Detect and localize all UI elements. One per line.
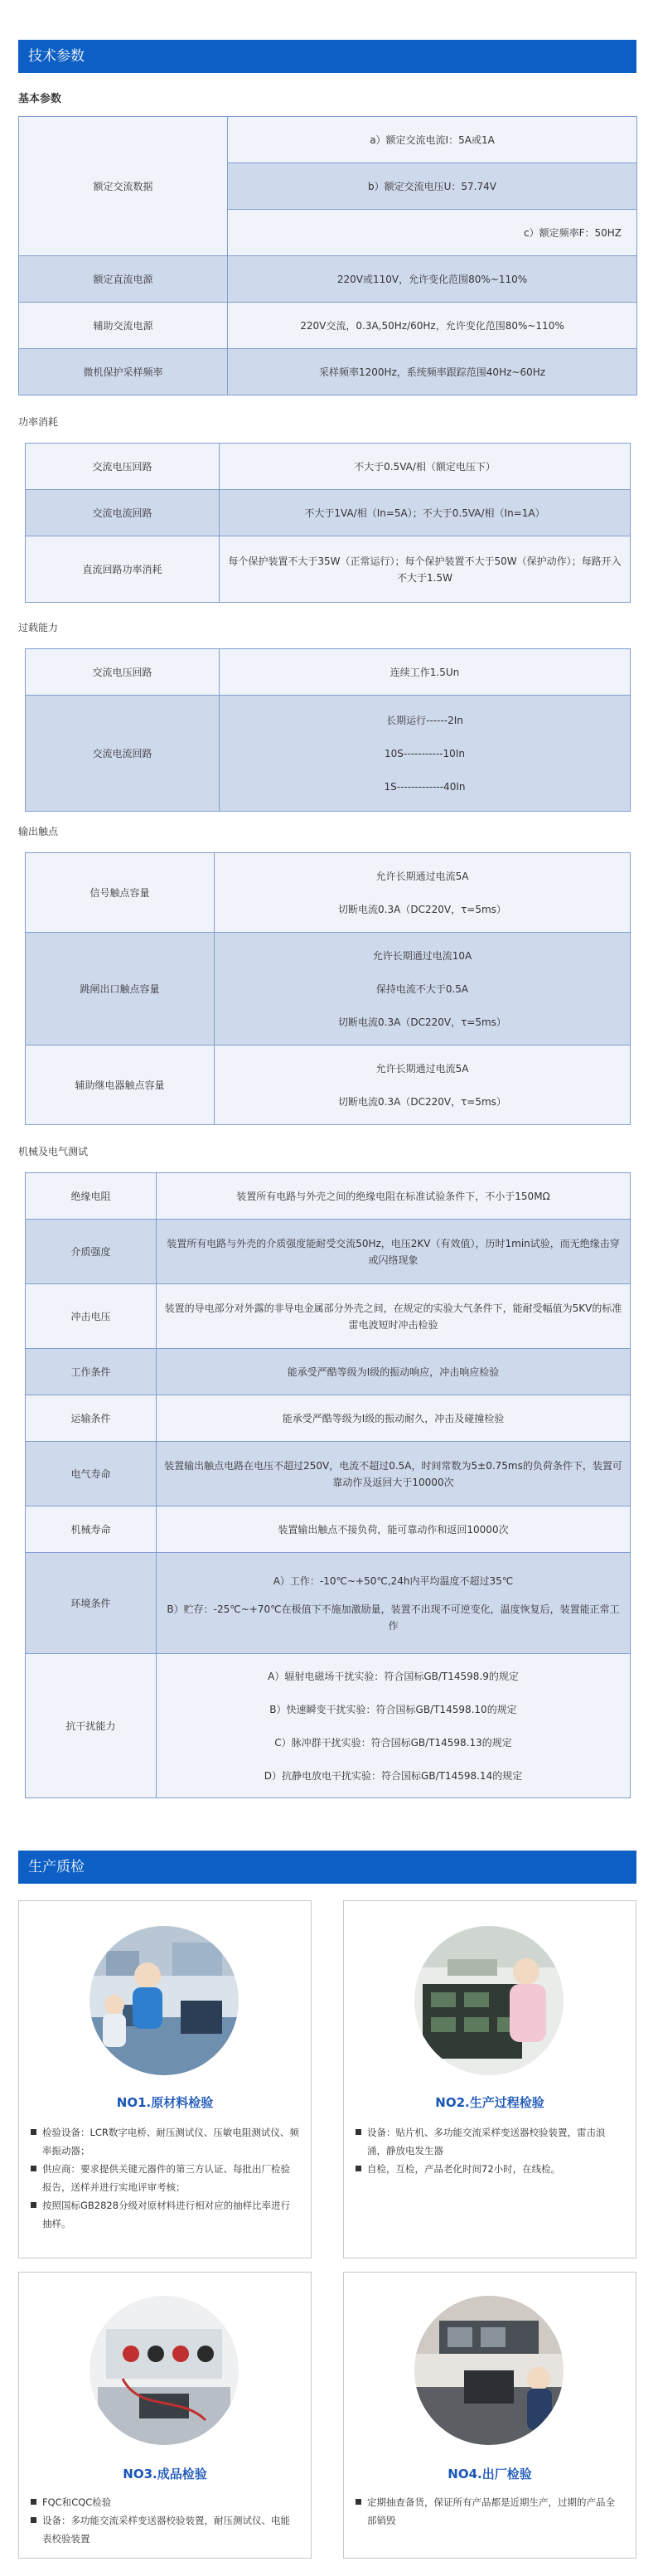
- lab-photo-illustration: [90, 1926, 239, 2075]
- table-row-value: 能承受严酷等级为I级的振动耐久，冲击及碰撞检验: [157, 1395, 631, 1442]
- table-row-value: 装置输出触点不接负荷，能可靠动作和返回10000次: [157, 1506, 631, 1553]
- table-row-value: [157, 1553, 631, 1654]
- assembly-photo-illustration: [414, 1926, 564, 2075]
- basic-params-label: 基本参数: [18, 93, 62, 105]
- value-line: 长期运行------2In: [386, 714, 463, 726]
- list-item: 自检，互检，产品老化时间72小时，在线检。: [356, 2160, 624, 2178]
- table-row-label: 绝缘电阻: [26, 1173, 157, 1220]
- list-item: FQC和CQC检验: [31, 2493, 299, 2511]
- table-row-value: 220V或110V，允许变化范围80%~110%: [228, 256, 637, 303]
- value-line: 保持电流不大于0.5A: [375, 982, 469, 995]
- table-row-value: [220, 696, 631, 812]
- workbench-photo-illustration: [414, 2296, 564, 2445]
- table-row-label: 交流电压回路: [26, 649, 220, 696]
- table-row-label: 信号触点容量: [26, 853, 215, 933]
- power-label: 功率消耗: [18, 416, 59, 428]
- value-line: 切断电流0.3A（DC220V，τ=5ms）: [338, 903, 506, 915]
- overload-table: [25, 648, 631, 812]
- table-row-value: [215, 933, 631, 1045]
- tester-photo-illustration: [90, 2296, 239, 2445]
- table-row-value: 装置的导电部分对外露的非导电金属部分外壳之间，在规定的实验大气条件下，能耐受幅值为5KV的标准雷电波短时冲击检验: [157, 1284, 631, 1349]
- table-row-label: 环境条件: [26, 1553, 157, 1654]
- contact-label: 输出触点: [18, 826, 59, 837]
- table-row-label: 介质强度: [26, 1220, 157, 1284]
- rated-ac-label: 额定交流数据: [19, 117, 228, 256]
- table-row-value: 不大于0.5VA/相（额定电压下）: [220, 444, 631, 490]
- value-line: 允许长期通过电流5A: [375, 870, 469, 882]
- table-row-value: 采样频率1200Hz，系统频率跟踪范围40Hz~60Hz: [228, 349, 637, 395]
- table-row-label: 抗干扰能力: [26, 1654, 157, 1798]
- mech-label: 机械及电气测试: [18, 1146, 89, 1157]
- contact-table: [25, 852, 631, 1125]
- table-row-label: 辅助继电器触点容量: [26, 1045, 215, 1125]
- value-line: D）抗静电放电干扰实验：符合国标GB/T14598.14的规定: [264, 1769, 523, 1782]
- quality-card-raw-material: [18, 1900, 312, 2258]
- power-table: [25, 443, 631, 603]
- value-line: 1S-------------40In: [384, 780, 466, 793]
- table-row-label: 电气寿命: [26, 1442, 157, 1506]
- value-line: B）贮存：-25℃~+70℃在极值下不施加激励量，装置不出现不可逆变化，温度恢复后，装置能正常工作: [167, 1603, 620, 1632]
- card-title: NO3.成品检验: [123, 2467, 207, 2481]
- table-row-label: 额定直流电源: [19, 256, 228, 303]
- table-row-label: 交流电流回路: [26, 696, 220, 812]
- table-row-label: 直流回路功率消耗: [26, 536, 220, 603]
- card-title: NO2.生产过程检验: [435, 2095, 544, 2110]
- list-item: 设备：贴片机、多功能交流采样变送器校验装置，雷击浪涌，静放电发生器: [356, 2123, 624, 2160]
- section-header-tech-params: [18, 40, 636, 73]
- list-item: 供应商：要求提供关键元器件的第三方认证、每批出厂检验报告，送样并进行实地评审考核；: [31, 2160, 299, 2196]
- table-row-value: 220V交流，0.3A,50Hz/60Hz，允许变化范围80%~110%: [228, 303, 637, 349]
- table-row-value: 装置所有电路与外壳之间的绝缘电阻在标准试验条件下，不小于150MΩ: [157, 1173, 631, 1220]
- table-row-value: [215, 1045, 631, 1125]
- card-title: NO1.原材料检验: [116, 2095, 214, 2110]
- list-item: 设备：多功能交流采样变送器校验装置，耐压测试仪、电能表校验装置: [31, 2511, 299, 2548]
- card-list: [31, 2123, 299, 2233]
- value-line: A）辐射电磁场干扰实验：符合国标GB/T14598.9的规定: [268, 1670, 519, 1682]
- card-list: [356, 2493, 624, 2530]
- quality-card-process: [343, 1900, 636, 2258]
- section-header-quality: [18, 1851, 636, 1884]
- table-row-value: 装置所有电路与外壳的介质强度能耐受交流50Hz，电压2KV（有效值），历时1min试验，而无绝缘击穿或闪络现象: [157, 1220, 631, 1284]
- table-row-value: [157, 1654, 631, 1798]
- value-line: 允许长期通过电流5A: [375, 1062, 469, 1075]
- table-row-value: 装置输出触点电路在电压不超过250V，电流不超过0.5A，时间常数为5±0.75ms的负荷条件下，装置可靠动作及返回大于10000次: [157, 1442, 631, 1506]
- finished-photo: [90, 2296, 239, 2445]
- card-title: NO4.出厂检验: [448, 2467, 532, 2481]
- value-line: C）脉冲群干扰实验：符合国标GB/T14598.13的规定: [274, 1736, 512, 1749]
- value-line: A）工作：-10℃~+50℃,24h内平均温度不超过35℃: [273, 1574, 514, 1587]
- table-row-value: 连续工作1.5Un: [220, 649, 631, 696]
- rated-ac-value-a: a）额定交流电流I：5A或1A: [228, 117, 637, 163]
- card-list: [31, 2493, 299, 2548]
- quality-card-finished: [18, 2272, 312, 2559]
- list-item: 检验设备：LCR数字电桥、耐压测试仪、压敏电阻测试仪、频率振动器；: [31, 2123, 299, 2160]
- basic-params-table: [18, 116, 637, 395]
- quality-card-shipment: [343, 2272, 636, 2559]
- overload-label: 过载能力: [18, 622, 59, 633]
- table-row-label: 交流电压回路: [26, 444, 220, 490]
- raw-material-photo: [90, 1926, 239, 2075]
- rated-ac-value-b: b）额定交流电压U：57.74V: [228, 163, 637, 210]
- value-line: 允许长期通过电流10A: [372, 949, 472, 962]
- list-item: 定期抽查备货，保证所有产品都是近期生产，过期的产品全部销毁: [356, 2493, 624, 2530]
- table-row-label: 跳闸出口触点容量: [26, 933, 215, 1045]
- table-row-label: 交流电流回路: [26, 490, 220, 536]
- table-row-label: 冲击电压: [26, 1284, 157, 1349]
- value-line: B）快速瞬变干扰实验：符合国标GB/T14598.10的规定: [269, 1703, 517, 1715]
- table-row-label: 运输条件: [26, 1395, 157, 1442]
- card-list: [356, 2123, 624, 2178]
- section-title: 技术参数: [28, 48, 85, 65]
- value-line: 10S-----------10In: [385, 747, 465, 759]
- table-row-label: 工作条件: [26, 1349, 157, 1395]
- mech-table: [25, 1172, 631, 1798]
- table-row-label: 机械寿命: [26, 1506, 157, 1553]
- table-row-label: 微机保护采样频率: [19, 349, 228, 395]
- table-row-value: [215, 853, 631, 933]
- process-photo: [414, 1926, 564, 2075]
- table-row-label: 辅助交流电源: [19, 303, 228, 349]
- value-line: 切断电流0.3A（DC220V，τ=5ms）: [338, 1016, 506, 1028]
- shipment-photo: [414, 2296, 564, 2445]
- list-item: 按照国标GB2828分级对原材料进行相对应的抽样比率进行抽样。: [31, 2196, 299, 2233]
- table-row-value: 能承受严酷等级为I级的振动响应，冲击响应检验: [157, 1349, 631, 1395]
- table-row-value: 不大于1VA/相（In=5A）；不大于0.5VA/相（In=1A）: [220, 490, 631, 536]
- rated-ac-value-c: c）额定频率F：50HZ: [228, 210, 637, 256]
- value-line: 切断电流0.3A（DC220V，τ=5ms）: [338, 1095, 506, 1108]
- section-title: 生产质检: [28, 1859, 85, 1875]
- table-row-value: 每个保护装置不大于35W（正常运行）；每个保护装置不大于50W（保护动作）；每路开入不大于1.5W: [220, 536, 631, 603]
